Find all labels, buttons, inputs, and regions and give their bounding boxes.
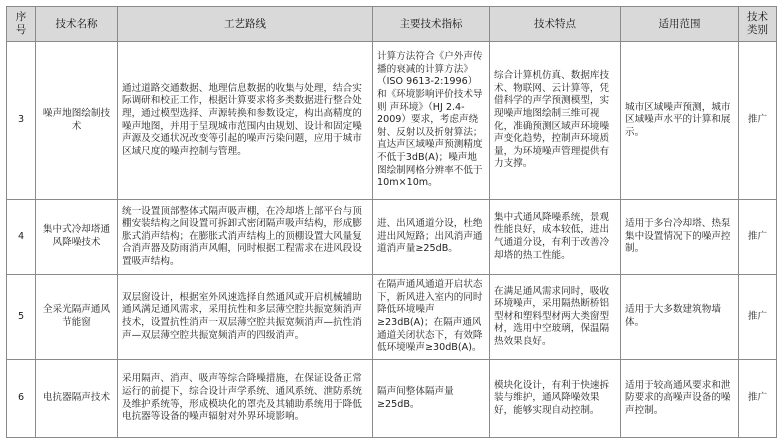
cell-route: 双层窗设计，根据室外风速选择自然通风或开启机械辅助通风满足通风需求，采用抗性和多层薄空腔共振宽频消声技术，设置抗性消声一双层薄空腔共振宽频消声—抗性消声—双层薄空腔共振宽频消声的四级消声。 xyxy=(118,275,373,360)
cell-features: 集中式通风降噪系统，景观性能良好，成本较低，进出气通道分设，有利于改善冷却塔的热工性能。 xyxy=(490,200,621,275)
table-row xyxy=(7,42,777,200)
cell-features: 模块化设计，有利于快速拆装与维护，通风降噪效果好，能够实现自动控制。 xyxy=(490,360,621,438)
cell-indicators: 计算方法符合《户外声传播的衰减的计算方法》（ISO 9613-2:1996）和《环境影响评价技术导则 声环境》（HJ 2.4-2009）要求，考虑声绕射、反射以及折射算法；直达声区域噪声预测精度不低于3dB(A)；噪声地图绘制网格分辨率不低于10m×10m。 xyxy=(373,42,490,200)
cell-scope: 适用于较高通风要求和泄防要求的高噪声设备的噪声控制。 xyxy=(621,360,739,438)
cell-name: 电抗器隔声技术 xyxy=(36,360,118,438)
cell-route: 通过道路交通数据、地理信息数据的收集与处理，结合实际调研和校正工作，根据计算要求将多类数据进行整合处理，通过模型选择、声源转换和参数设定，构出高精度的噪声地图，并用于呈现城市范围内由规划、设计和固定噪声源及交通状况改变等引起的噪声污染问题，应用于城市区域尺度的噪声控制与管理。 xyxy=(118,42,373,200)
cell-no: 4 xyxy=(7,200,36,275)
table-header-row xyxy=(7,7,777,42)
cell-features: 在满足通风需求同时，吸收环境噪声，采用隔热断桥铝型材和塑料型材两大类窗型材，选用中空玻璃，保温隔热效果良好。 xyxy=(490,275,621,360)
table-row xyxy=(7,275,777,360)
cell-name: 全采光隔声通风节能窗 xyxy=(36,275,118,360)
cell-features: 综合计算机仿真、数据库技术、物联网、云计算等，凭借科学的声学预测模型，实现噪声地图绘制三维可视化，准确预测区域声环境噪声变化趋势，控制声环境质量，为环境噪声管理提供有力支撑。 xyxy=(490,42,621,200)
header-scope: 适用范围 xyxy=(621,7,739,42)
cell-no: 3 xyxy=(7,42,36,200)
header-category: 技术类别 xyxy=(739,7,777,42)
cell-category: 推广 xyxy=(739,42,777,200)
cell-scope: 适用于大多数建筑物墙体。 xyxy=(621,275,739,360)
header-route: 工艺路线 xyxy=(118,7,373,42)
cell-indicators: 进、出风通道分设，杜绝进出风短路；出风消声通道消声量≥25dB。 xyxy=(373,200,490,275)
cell-indicators: 隔声间整体隔声量≥25dB。 xyxy=(373,360,490,438)
cell-no: 5 xyxy=(7,275,36,360)
cell-scope: 城市区域噪声预测，城市区域噪声水平的计算和展示。 xyxy=(621,42,739,200)
table-row xyxy=(7,360,777,438)
table-row xyxy=(7,200,777,275)
header-name: 技术名称 xyxy=(36,7,118,42)
cell-route: 采用隔声、消声、吸声等综合降噪措施，在保证设备正常运行的前提下，综合设计声学系统、通风系统、泄防系统及维护系统等，形成模块化的罩壳及其辅助系统用于降低电抗器等设备的噪声辐射对外界环境影响。 xyxy=(118,360,373,438)
header-features: 技术特点 xyxy=(490,7,621,42)
cell-category: 推广 xyxy=(739,200,777,275)
technology-table xyxy=(6,6,777,438)
cell-no: 6 xyxy=(7,360,36,438)
header-no: 序号 xyxy=(7,7,36,42)
cell-route: 统一设置顶部整体式隔声吸声棚，在冷却塔上部平台与顶棚安装结构之间设置可拆卸式密闭隔声吸声结构，形成膨胀式消声结构；在膨胀式消声结构上的顶棚设置大风量复合消声器及防雨消声风帽，同时根据工程需求在进风段设置吸声结构。 xyxy=(118,200,373,275)
header-indicators: 主要技术指标 xyxy=(373,7,490,42)
cell-scope: 适用于多台冷却塔、热泵集中设置情况下的噪声控制。 xyxy=(621,200,739,275)
cell-name: 噪声地图绘制技术 xyxy=(36,42,118,200)
cell-name: 集中式冷却塔通风降噪技术 xyxy=(36,200,118,275)
cell-category: 推广 xyxy=(739,275,777,360)
cell-indicators: 在隔声通风通道开启状态下，新风进入室内的同时降低环境噪声≥23dB(A)；在隔声通风通道关闭状态下，有效降低环境噪声≥30dB(A)。 xyxy=(373,275,490,360)
cell-category: 推广 xyxy=(739,360,777,438)
